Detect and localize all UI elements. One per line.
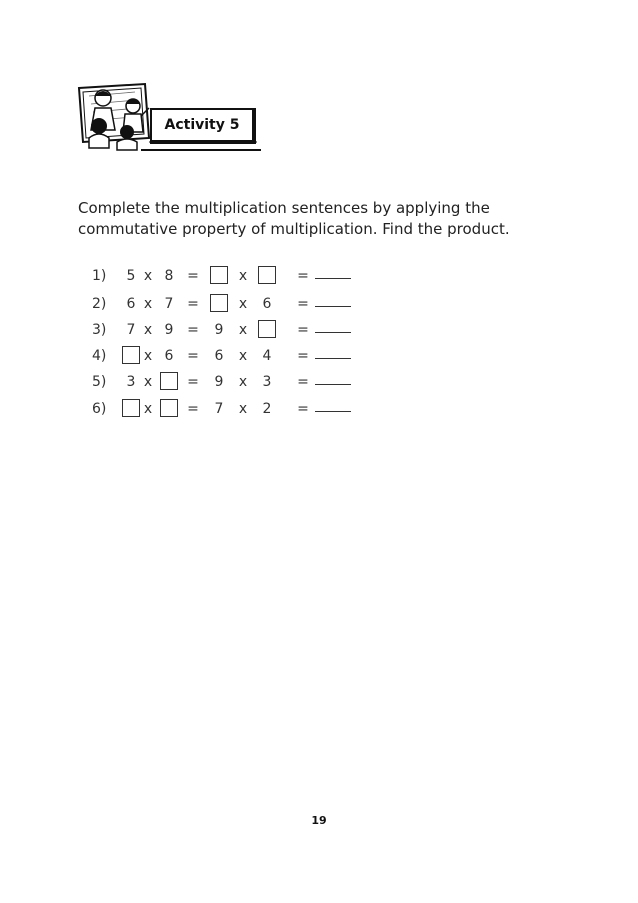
answer-box[interactable] bbox=[210, 266, 228, 284]
equals-sign: = bbox=[297, 401, 309, 417]
blank-factor[interactable] bbox=[160, 372, 178, 392]
equals-sign: = bbox=[187, 322, 199, 338]
operator: x bbox=[238, 296, 248, 312]
operator: x bbox=[143, 348, 153, 364]
factor: 9 bbox=[214, 374, 224, 390]
problem-row bbox=[0, 318, 638, 342]
answer-box[interactable] bbox=[122, 399, 140, 417]
answer-blank[interactable] bbox=[315, 278, 351, 279]
equals-sign: = bbox=[187, 268, 199, 284]
factor: 9 bbox=[214, 322, 224, 338]
problem-number: 4) bbox=[92, 348, 107, 364]
blank-factor[interactable] bbox=[210, 294, 228, 314]
factor: 3 bbox=[126, 374, 136, 390]
equals-sign: = bbox=[187, 348, 199, 364]
equals-sign: = bbox=[297, 322, 309, 338]
blank-factor[interactable] bbox=[258, 266, 276, 286]
equals-sign: = bbox=[187, 374, 199, 390]
factor: 5 bbox=[126, 268, 136, 284]
answer-box[interactable] bbox=[122, 346, 140, 364]
answer-blank[interactable] bbox=[315, 411, 351, 412]
operator: x bbox=[143, 268, 153, 284]
problem-number: 6) bbox=[92, 401, 107, 417]
answer-blank[interactable] bbox=[315, 358, 351, 359]
problem-row bbox=[0, 264, 638, 288]
blank-factor[interactable] bbox=[210, 266, 228, 286]
factor: 3 bbox=[262, 374, 272, 390]
blank-factor[interactable] bbox=[258, 320, 276, 340]
blank-factor[interactable] bbox=[122, 399, 140, 419]
operator: x bbox=[238, 374, 248, 390]
operator: x bbox=[238, 348, 248, 364]
answer-blank[interactable] bbox=[315, 384, 351, 385]
answer-blank[interactable] bbox=[315, 306, 351, 307]
equals-sign: = bbox=[187, 401, 199, 417]
operator: x bbox=[238, 268, 248, 284]
factor: 6 bbox=[164, 348, 174, 364]
answer-box[interactable] bbox=[160, 372, 178, 390]
factor: 8 bbox=[164, 268, 174, 284]
factor: 6 bbox=[214, 348, 224, 364]
answer-box[interactable] bbox=[258, 266, 276, 284]
factor: 7 bbox=[164, 296, 174, 312]
blank-factor[interactable] bbox=[122, 346, 140, 366]
factor: 6 bbox=[262, 296, 272, 312]
operator: x bbox=[143, 296, 153, 312]
problem-row bbox=[0, 397, 638, 421]
operator: x bbox=[238, 322, 248, 338]
factor: 7 bbox=[126, 322, 136, 338]
equals-sign: = bbox=[297, 374, 309, 390]
problem-number: 5) bbox=[92, 374, 107, 390]
equals-sign: = bbox=[297, 348, 309, 364]
answer-box[interactable] bbox=[210, 294, 228, 312]
problem-row bbox=[0, 370, 638, 394]
equals-sign: = bbox=[297, 268, 309, 284]
operator: x bbox=[143, 322, 153, 338]
problem-number: 3) bbox=[92, 322, 107, 338]
operator: x bbox=[143, 401, 153, 417]
operator: x bbox=[238, 401, 248, 417]
factor: 7 bbox=[214, 401, 224, 417]
activity-title: Activity 5 bbox=[150, 108, 256, 144]
factor: 6 bbox=[126, 296, 136, 312]
instructions-text: Complete the multiplication sentences by applying the commutative property of multiplication. Find the product. bbox=[78, 199, 510, 238]
equals-sign: = bbox=[297, 296, 309, 312]
problem-number: 1) bbox=[92, 268, 107, 284]
equals-sign: = bbox=[187, 296, 199, 312]
factor: 2 bbox=[262, 401, 272, 417]
operator: x bbox=[143, 374, 153, 390]
problem-number: 2) bbox=[92, 296, 107, 312]
problem-row bbox=[0, 292, 638, 316]
factor: 4 bbox=[262, 348, 272, 364]
answer-box[interactable] bbox=[160, 399, 178, 417]
factor: 9 bbox=[164, 322, 174, 338]
answer-blank[interactable] bbox=[315, 332, 351, 333]
problem-row bbox=[0, 344, 638, 368]
blank-factor[interactable] bbox=[160, 399, 178, 419]
answer-box[interactable] bbox=[258, 320, 276, 338]
page-number: 19 bbox=[311, 814, 327, 827]
